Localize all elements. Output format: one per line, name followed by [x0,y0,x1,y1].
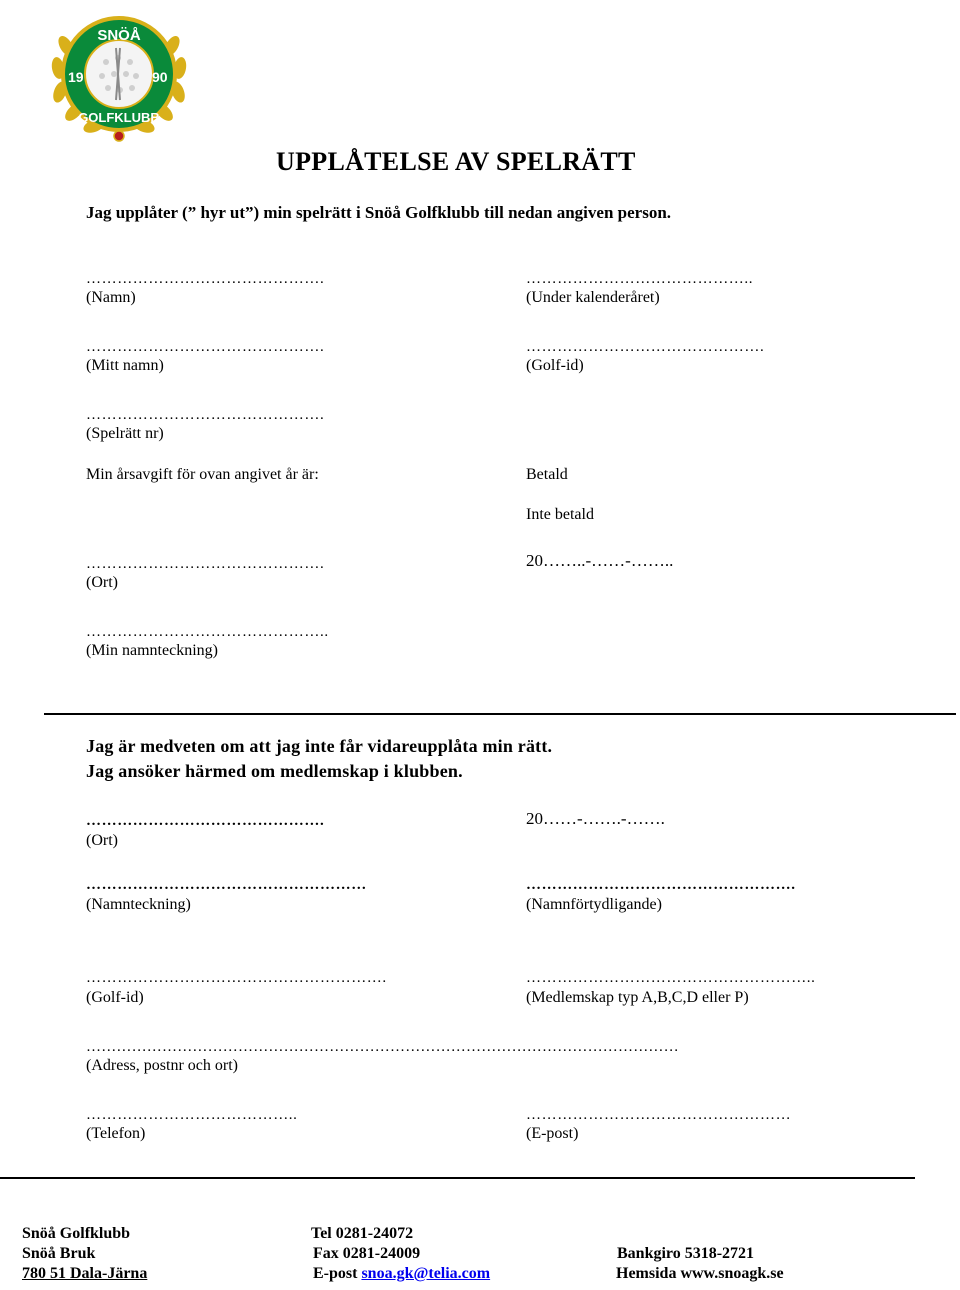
namnteckning-field[interactable]: ……………………………………………… [86,877,367,893]
mitt-namn-label: (Mitt namn) [86,357,164,374]
namnfortydligande-field[interactable]: ……………………………………………. [526,877,796,893]
epost-label: (E-post) [526,1125,579,1142]
betald-option[interactable]: Betald [526,466,568,483]
golf-id-label: (Golf-id) [526,357,584,374]
date-field-2[interactable]: 20……-…….-……. [526,809,665,828]
ansoker-text: Jag ansöker härmed om medlemskap i klubben. [86,761,463,781]
min-namnteckning-field[interactable]: ……………………………………….. [86,624,329,640]
golf-id-field[interactable]: ………………………………………. [526,339,765,355]
mitt-namn-field[interactable]: ………………………………………. [86,339,325,355]
telefon-label: (Telefon) [86,1125,146,1142]
ort-field-2[interactable]: ………………………………………. [86,813,325,829]
min-namnteckning-label: (Min namnteckning) [86,642,218,659]
logo-year-left: 19 [68,69,84,85]
adress-field[interactable]: ……………………………………………………………………………………………………… [86,1039,679,1055]
epost-field[interactable]: …………………………………………… [526,1107,792,1123]
footer-divider [0,1177,915,1179]
date-field[interactable]: 20……..-……-…….. [526,551,674,570]
adress-label: (Adress, postnr och ort) [86,1057,238,1074]
ort-field[interactable]: ………………………………………. [86,556,325,572]
telefon-field[interactable]: ………………………………….. [86,1107,298,1123]
footer-hemsida: Hemsida www.snoagk.se [616,1265,784,1282]
ort-label-2: (Ort) [86,832,118,849]
club-logo [46,6,192,142]
footer-epost [313,1264,490,1284]
page-title: UPPLÅTELSE AV SPELRÄTT [276,147,636,176]
footer-postal: 780 51 Dala-Järna [22,1265,148,1282]
medlemskap-field[interactable]: ……………………………………………….. [526,970,816,986]
spelratt-label: (Spelrätt nr) [86,425,164,442]
footer-place: Snöå Bruk [22,1245,96,1262]
namn-field[interactable]: ………………………………………. [86,271,325,287]
logo-ring-top: SNÖÅ [97,27,141,44]
ort-label: (Ort) [86,574,118,591]
medveten-text: Jag är medveten om att jag inte får vidareupplåta min rätt. [86,736,553,756]
logo-ring-bottom: GOLFKLUBB [78,110,160,125]
footer-epost-prefix: E-post [313,1265,362,1282]
inte-betald-option[interactable]: Inte betald [526,506,594,523]
footer-epost-link[interactable]: snoa.gk@telia.com [361,1265,491,1282]
spelratt-field[interactable]: ………………………………………. [86,407,325,423]
footer-club: Snöå Golfklubb [22,1225,131,1242]
golf-id-label-2: (Golf-id) [86,989,144,1006]
kalenderar-label: (Under kalenderåret) [526,289,660,306]
medlemskap-label: (Medlemskap typ A,B,C,D eller P) [526,989,749,1006]
arsavgift-text: Min årsavgift för ovan angivet år är: [86,466,319,483]
intro-text: Jag upplåter (” hyr ut”) min spelrätt i Snöå Golfklubb till nedan angiven person. [86,203,672,222]
namnteckning-label: (Namnteckning) [86,896,191,913]
footer-bankgiro: Bankgiro 5318-2721 [617,1245,755,1262]
golf-id-field-2[interactable]: …………………………………………………. [86,970,387,986]
namn-label: (Namn) [86,289,136,306]
namnfortydligande-label: (Namnförtydligande) [526,896,662,913]
kalenderar-field[interactable]: …………………………………….. [526,271,754,287]
section-divider [44,713,956,715]
footer-tel: Tel 0281-24072 [311,1225,414,1242]
footer-fax: Fax 0281-24009 [313,1245,421,1262]
logo-year-right: 90 [152,69,168,85]
golf-ball-icon [46,6,192,142]
